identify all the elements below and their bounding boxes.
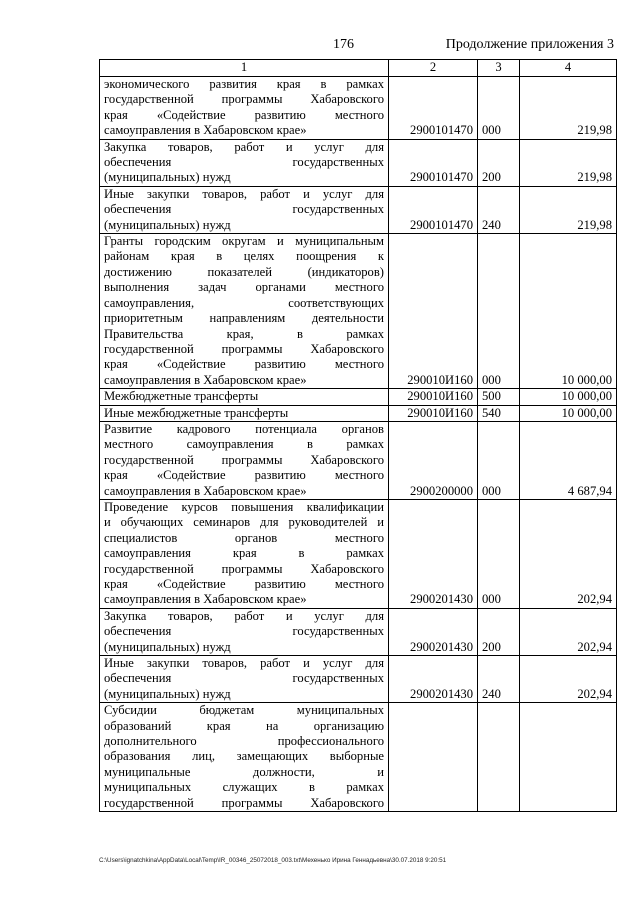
expense-name-cell [100, 499, 389, 608]
expense-name-line: государственной программы Хабаровского [104, 92, 384, 107]
amount-cell: 202,94 [520, 499, 617, 608]
expense-name-line: Иные закупки товаров, работ и услуг для [104, 186, 384, 201]
target-article-code-cell [389, 703, 478, 812]
expense-name-line: муниципальных служащих в рамках [104, 780, 384, 795]
table-row [100, 77, 617, 140]
column-header-2: 2 [389, 60, 478, 77]
expense-name-line: Правительства края, в рамках [104, 326, 384, 341]
table-row [100, 389, 617, 405]
amount-cell: 219,98 [520, 77, 617, 140]
expense-name-line: Развитие кадрового потенциала органов [104, 421, 384, 436]
expense-name-line: обеспечения государственных [104, 671, 384, 686]
expense-name-line: (муниципальных) нужд [104, 170, 231, 185]
column-header-row [100, 60, 617, 77]
expense-name-line: муниципальные должности, и [104, 764, 384, 779]
expense-name-cell [100, 405, 389, 421]
amount-cell: 10 000,00 [520, 389, 617, 405]
expense-name-cell [100, 186, 389, 233]
expense-name-line: государственной программы Хабаровского [104, 341, 384, 356]
expense-name-line: самоуправления, соответствующих [104, 295, 384, 310]
expense-name-line: Гранты городским округам и муниципальным [104, 234, 384, 249]
expense-name-cell [100, 389, 389, 405]
expense-name-line: самоуправления в Хабаровском крае» [104, 372, 307, 387]
amount-cell: 202,94 [520, 656, 617, 703]
expense-name-cell [100, 421, 389, 499]
expense-name-line: специалистов органов местного [104, 530, 384, 545]
page-number: 176 [333, 37, 354, 52]
target-article-code-cell: 290010И160 [389, 389, 478, 405]
table-row [100, 405, 617, 421]
expense-type-code-cell: 000 [478, 234, 520, 389]
file-path-footer: C:\Users\ignatchkina\AppData\Local\Temp\IR_00346_25072018_003.txt\Мехенько Ирина Геннадьевна\30.07.2018 9:20:51 [99, 857, 447, 864]
table-row [100, 499, 617, 608]
expense-name-line: государственной программы Хабаровского [104, 561, 384, 576]
expense-type-code-cell: 540 [478, 405, 520, 421]
expense-name-cell [100, 139, 389, 186]
target-article-code-cell: 2900201430 [389, 608, 478, 655]
amount-cell: 10 000,00 [520, 234, 617, 389]
expense-name-line: (муниципальных) нужд [104, 686, 231, 701]
expense-name-line: края «Содействие развитию местного [104, 577, 384, 591]
expense-name-line: края «Содействие развитию местного [104, 468, 384, 483]
expense-name-line: Межбюджетные трансферты [104, 389, 259, 404]
expense-type-code-cell: 000 [478, 77, 520, 140]
amount-cell: 10 000,00 [520, 405, 617, 421]
expense-type-code-cell: 500 [478, 389, 520, 405]
expense-name-line: приоритетным направлениям деятельности [104, 311, 384, 326]
table-row [100, 608, 617, 655]
target-article-code-cell: 2900101470 [389, 186, 478, 233]
page-header [0, 35, 640, 57]
table-row [100, 139, 617, 186]
expense-name-line: Проведение курсов повышения квалификации [104, 499, 384, 514]
target-article-code-cell: 290010И160 [389, 405, 478, 421]
amount-cell: 219,98 [520, 186, 617, 233]
expense-name-line: Закупка товаров, работ и услуг для [104, 139, 384, 154]
amount-cell [520, 703, 617, 812]
expense-name-line: образования лиц, замещающих выборные [104, 749, 384, 764]
table-row [100, 234, 617, 389]
expense-name-line: образований края на организацию [104, 718, 384, 733]
expense-name-cell [100, 703, 389, 812]
expense-name-line: и обучающих семинаров для руководителей и [104, 515, 384, 530]
expense-name-cell [100, 656, 389, 703]
budget-table [99, 59, 617, 812]
target-article-code-cell: 290010И160 [389, 234, 478, 389]
column-header-3: 3 [478, 60, 520, 77]
expense-name-line: (муниципальных) нужд [104, 217, 231, 232]
target-article-code-cell: 2900201430 [389, 656, 478, 703]
table-row [100, 703, 617, 812]
amount-cell: 4 687,94 [520, 421, 617, 499]
expense-name-line: края «Содействие развитию местного [104, 107, 384, 122]
amount-cell: 219,98 [520, 139, 617, 186]
expense-type-code-cell: 240 [478, 186, 520, 233]
amount-cell: 202,94 [520, 608, 617, 655]
expense-name-line: самоуправления в Хабаровском крае» [104, 592, 307, 607]
column-header-1: 1 [100, 60, 389, 77]
expense-name-cell [100, 234, 389, 389]
target-article-code-cell: 2900201430 [389, 499, 478, 608]
target-article-code-cell: 2900101470 [389, 77, 478, 140]
table-row [100, 421, 617, 499]
expense-name-line: Закупка товаров, работ и услуг для [104, 608, 384, 623]
expense-type-code-cell [478, 703, 520, 812]
table-row [100, 656, 617, 703]
expense-name-cell [100, 608, 389, 655]
target-article-code-cell: 2900200000 [389, 421, 478, 499]
expense-name-line: дополнительного профессионального [104, 734, 384, 749]
expense-type-code-cell: 200 [478, 608, 520, 655]
expense-name-line: самоуправления в Хабаровском крае» [104, 123, 307, 138]
expense-name-line: обеспечения государственных [104, 624, 384, 639]
expense-type-code-cell: 200 [478, 139, 520, 186]
expense-name-line: обеспечения государственных [104, 155, 384, 170]
expense-name-line: местного самоуправления в рамках [104, 437, 384, 452]
expense-name-line: государственной программы Хабаровского [104, 452, 384, 467]
table-body [100, 77, 617, 812]
expense-type-code-cell: 000 [478, 421, 520, 499]
expense-name-line: экономического развития края в рамках [104, 77, 384, 91]
expense-name-line: обеспечения государственных [104, 202, 384, 217]
expense-name-line: районам края в целях поощрения к [104, 249, 384, 264]
expense-name-line: государственной программы Хабаровского [104, 795, 384, 810]
table-row [100, 186, 617, 233]
expense-name-line: Иные закупки товаров, работ и услуг для [104, 656, 384, 671]
expense-name-line: достижению показателей (индикаторов) [104, 264, 384, 279]
expense-type-code-cell: 240 [478, 656, 520, 703]
expense-name-line: самоуправления в Хабаровском крае» [104, 483, 307, 498]
expense-name-line: края «Содействие развитию местного [104, 357, 384, 372]
appendix-continuation-label: Продолжение приложения 3 [445, 37, 614, 52]
column-header-4: 4 [520, 60, 617, 77]
expense-name-line: Иные межбюджетные трансферты [104, 405, 289, 420]
expense-name-line: выполнения задач органами местного [104, 280, 384, 295]
target-article-code-cell: 2900101470 [389, 139, 478, 186]
expense-type-code-cell: 000 [478, 499, 520, 608]
expense-name-line: Субсидии бюджетам муниципальных [104, 703, 384, 718]
expense-name-line: самоуправления края в рамках [104, 546, 384, 561]
expense-name-line: (муниципальных) нужд [104, 639, 231, 654]
expense-name-cell [100, 77, 389, 140]
